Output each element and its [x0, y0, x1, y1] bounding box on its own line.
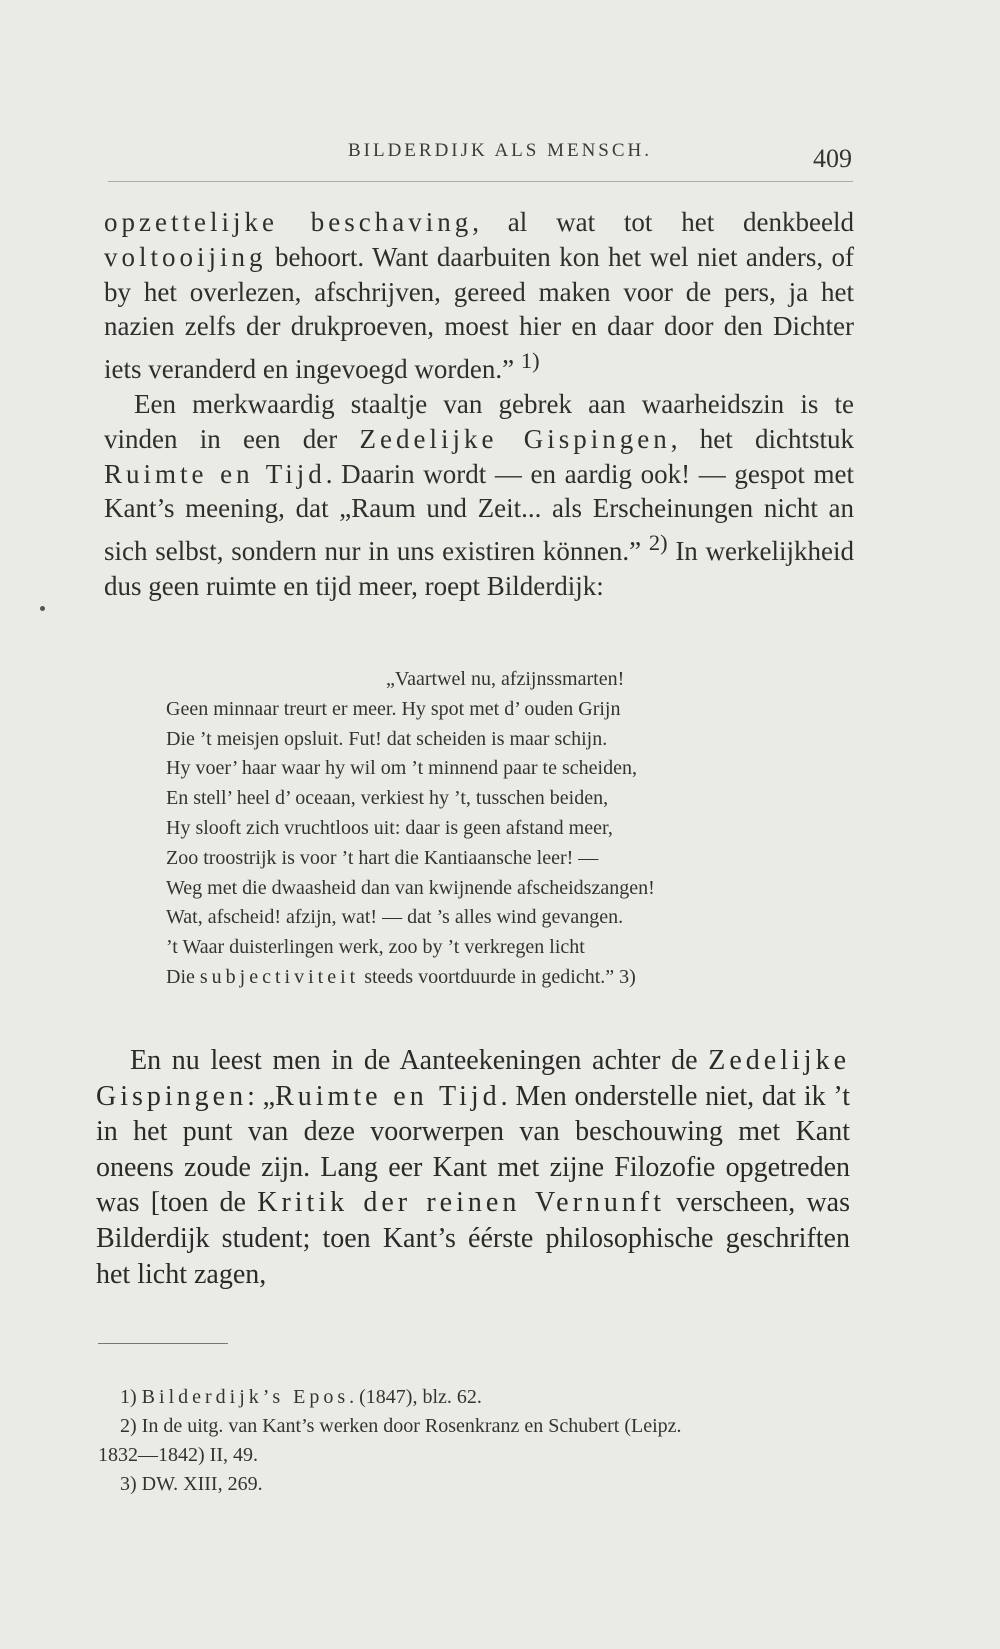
spaced-text: Ruimte en Tijd	[275, 1080, 501, 1112]
paragraph-2	[104, 387, 854, 604]
spaced-text: Bilderdijk’s Epos	[141, 1386, 350, 1408]
poem-line: Zoo troostrijk is voor ’t hart die Kantiaansche leer! —	[166, 846, 599, 869]
poem-last-line	[166, 963, 806, 993]
text-run: , al wat tot het denkbeeld	[472, 207, 854, 237]
poem-line: Weg met die dwaasheid dan van kwijnende afscheidszangen!	[166, 876, 655, 899]
footnote-3	[98, 1470, 848, 1499]
spaced-text: subjectiviteit	[199, 965, 360, 988]
footnote-1	[98, 1383, 848, 1412]
poem-block	[166, 665, 806, 993]
text-run: In werkelijkheid dus geen ruimte en tijd meer, roept Bilderdijk:	[104, 536, 854, 601]
text-run: En nu leest men in de Aanteekeningen achter de	[130, 1045, 709, 1076]
text-run: : „	[247, 1080, 276, 1112]
text-run: , het dichtstuk	[670, 423, 855, 454]
text-run: verscheen, was Bilderdijk student; toen Kant’s éérste philosophische geschriften het licht zagen,	[96, 1187, 850, 1290]
footnotes	[98, 1383, 848, 1499]
spaced-text: voltooijing	[104, 241, 267, 272]
footnote-ref-3: 3)	[619, 965, 636, 988]
text-run: In de uitg. van Kant’s werken door Rosenkranz en Schubert (Leipz.	[141, 1415, 682, 1437]
running-header: BILDERDIJK ALS MENSCH.	[347, 140, 653, 161]
spaced-text: opzettelijke beschaving	[104, 207, 473, 237]
page-number: 409	[813, 144, 852, 173]
poem-line: Geen minnaar treurt er meer. Hy spot met d’ ouden Grijn	[166, 697, 621, 720]
footnote-ref-1: 1)	[520, 348, 540, 374]
header-rule	[108, 181, 853, 182]
text-run: DW. XIII, 269.	[141, 1473, 263, 1495]
footnote-ref-2: 2)	[648, 530, 668, 556]
text-run: behoort. Want daarbuiten kon het wel niet anders, of by het overlezen, afschrijven, gereed maken voor de pers, ja het nazien zelfs der drukproeven, moest hier en daar door den Dichter iets veranderd en ingevoegd worden.”	[104, 241, 854, 385]
footnote-rule	[98, 1343, 228, 1344]
spaced-text: Zedelijke Gispingen	[96, 1045, 850, 1112]
poem-line: En stell’ heel d’ oceaan, verkiest hy ’t, tusschen beiden,	[166, 787, 609, 810]
spaced-text: Kritik der reinen Vernunft	[257, 1187, 666, 1219]
text-run: steeds voortduurde in gedicht.”	[359, 965, 620, 988]
poem-opening-line: „Vaartwel nu, afzijnssmarten!	[386, 668, 625, 690]
poem-line: Die ’t meisjen opsluit. Fut! dat scheiden is maar schijn.	[166, 727, 608, 750]
text-run: . Men onderstelle niet, dat ik ’t in het punt van deze voorwerpen van beschouwing met Kant oneens zoude zijn. Lang eer Kant met zijne Filozofie opgetreden was [toen de	[96, 1080, 850, 1219]
poem-line: Hy voer’ haar waar hy wil om ’t minnend paar te scheiden,	[166, 757, 637, 780]
footnote-number: 3)	[120, 1473, 137, 1495]
poem-line: ’t Waar duisterlingen werk, zoo by ’t verkregen licht	[166, 936, 585, 959]
page-speck	[40, 606, 45, 611]
text-run: Die	[166, 965, 200, 988]
paragraph-1	[104, 205, 854, 387]
footnote-2	[98, 1412, 848, 1441]
text-run: Een merkwaardig staaltje van gebrek aan waarheidszin is te vinden in een der	[104, 388, 854, 454]
footnote-number: 2)	[120, 1415, 137, 1437]
poem-line: Wat, afscheid! afzijn, wat! — dat ’s alles wind gevangen.	[166, 906, 624, 929]
text-run: . Daarin wordt — en aardig ook! — gespot met Kant’s meening, dat „Raum und Zeit... als Erscheinungen nicht an sich selbst, sondern nur in uns existiren können.”	[104, 458, 854, 567]
poem-line: Hy slooft zich vruchtloos uit: daar is geen afstand meer,	[166, 816, 613, 839]
spaced-text: Zedelijke Gispingen	[359, 423, 671, 454]
footnote-number: 1)	[120, 1386, 137, 1408]
paragraph-3	[96, 1043, 850, 1292]
spaced-text: Ruimte en Tijd	[104, 458, 326, 489]
footnote-2-continued: 1832—1842) II, 49.	[98, 1444, 258, 1466]
body-text-bottom	[96, 1043, 850, 1292]
text-run: . (1847), blz. 62.	[349, 1386, 482, 1408]
body-text-top	[104, 205, 854, 604]
